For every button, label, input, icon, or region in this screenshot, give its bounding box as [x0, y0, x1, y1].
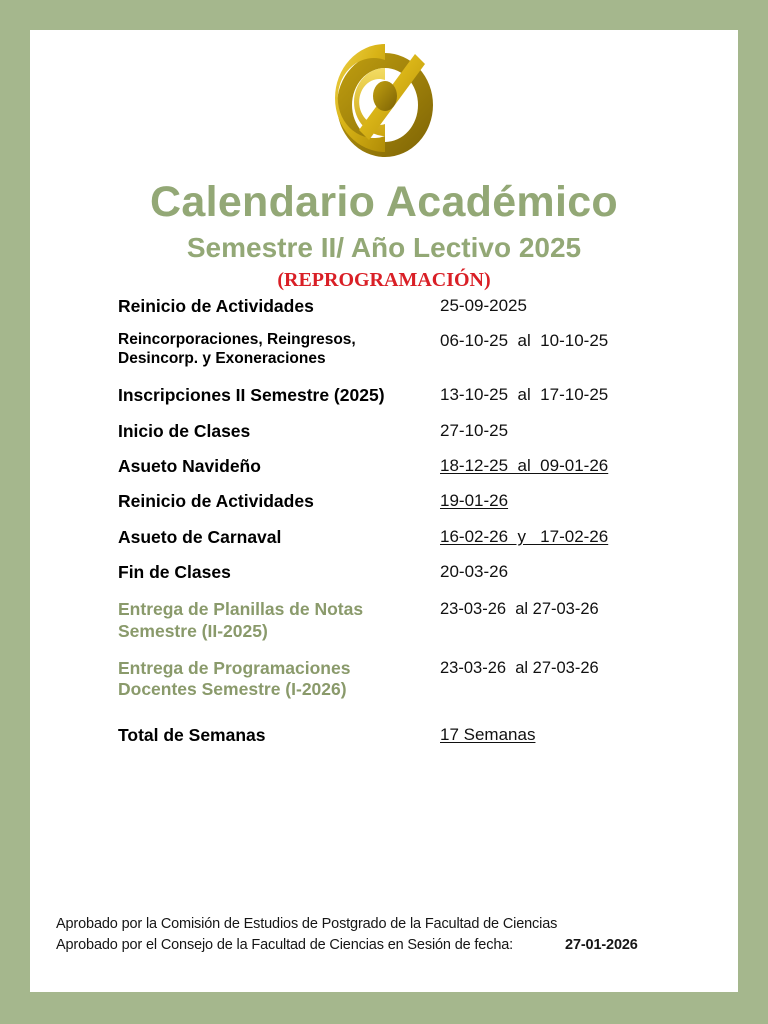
row-spacer: [30, 701, 738, 725]
row-spacer: [30, 369, 738, 385]
calendar-poster: [30, 30, 738, 992]
activity-date: [430, 562, 738, 583]
reprogramming-note: (REPROGRAMACIÓN): [277, 268, 491, 291]
activity-label: Total de Semanas: [118, 724, 266, 745]
row-spacer: [30, 548, 738, 562]
activity-date-text: 23-03-26 al 27-03-26: [440, 658, 599, 677]
activity-date-text: 23-03-26 al 27-03-26: [440, 600, 599, 619]
footer-line-2-text: Aprobado por el Consejo de la Facultad de Ciencias en Sesión de fecha:: [56, 937, 514, 954]
row-spacer: [30, 442, 738, 456]
activity-label: Asueto de Carnaval: [118, 526, 282, 547]
activity-date: [430, 331, 738, 369]
activity-label: Reinicio de Actividades: [118, 296, 314, 316]
table-row: [30, 562, 738, 583]
activity-date: [430, 456, 738, 477]
activity-date-text: 20-03-26: [440, 561, 509, 581]
academic-calendar-table: [30, 296, 738, 746]
activity-date: [430, 599, 738, 642]
activity-date: [430, 725, 738, 746]
page-subtitle: Semestre II/ Año Lectivo 2025: [186, 232, 582, 264]
activity-date-text: 06-10-25 al 10-10-25: [440, 331, 609, 351]
approval-date: 27-01-2026: [565, 937, 638, 954]
row-spacer: [30, 642, 738, 658]
table-row: [30, 331, 738, 369]
activity-date: [430, 491, 738, 512]
activity-date-text: 16-02-26 y 17-02-26: [440, 526, 609, 546]
header-block: [30, 180, 738, 291]
table-row: [30, 456, 738, 477]
table-row: [30, 491, 738, 512]
row-spacer: [30, 513, 738, 527]
footer-line-2: [56, 935, 716, 956]
approval-footer: [56, 914, 716, 956]
row-spacer: [30, 407, 738, 421]
table-row: [30, 599, 738, 642]
table-row: [30, 527, 738, 548]
activity-date: [430, 527, 738, 548]
activity-date: [430, 658, 738, 701]
footer-line-1: Aprobado por la Comisión de Estudios de Postgrado de la Facultad de Ciencias: [56, 916, 558, 932]
activity-date-text: 19-01-26: [440, 491, 509, 511]
activity-date: [430, 385, 738, 406]
table-row: [30, 421, 738, 442]
activity-label: Reincorporaciones, Reingresos, Desincorp. y Exoneraciones: [118, 331, 356, 368]
activity-label: Fin de Clases: [118, 561, 231, 582]
activity-label: Reinicio de Actividades: [118, 491, 314, 512]
activity-date-text: 27-10-25: [440, 420, 509, 440]
institution-emblem-icon: [30, 44, 738, 162]
table-row: [30, 296, 738, 317]
activity-date-text: 25-09-2025: [440, 296, 527, 315]
activity-label: Inicio de Clases: [118, 420, 251, 441]
activity-date-text: 18-12-25 al 09-01-26: [440, 455, 609, 475]
activity-date: [430, 421, 738, 442]
table-row: [30, 658, 738, 701]
activity-date-text: 13-10-25 al 17-10-25: [440, 385, 609, 405]
table-row: [30, 725, 738, 746]
table-row: [30, 385, 738, 406]
activity-label: Entrega de Programaciones Docentes Semestre (I-2026): [118, 657, 351, 700]
row-spacer: [30, 477, 738, 491]
activity-date: [430, 296, 738, 317]
activity-label: Inscripciones II Semestre (2025): [118, 385, 385, 406]
page-title: Calendario Académico: [150, 178, 618, 226]
row-spacer: [30, 583, 738, 599]
activity-label: Entrega de Planillas de Notas Semestre (II-2025): [118, 599, 364, 641]
activity-date-text: 17 Semanas: [440, 724, 536, 744]
row-spacer: [30, 317, 738, 331]
activity-label: Asueto Navideño: [118, 455, 261, 476]
